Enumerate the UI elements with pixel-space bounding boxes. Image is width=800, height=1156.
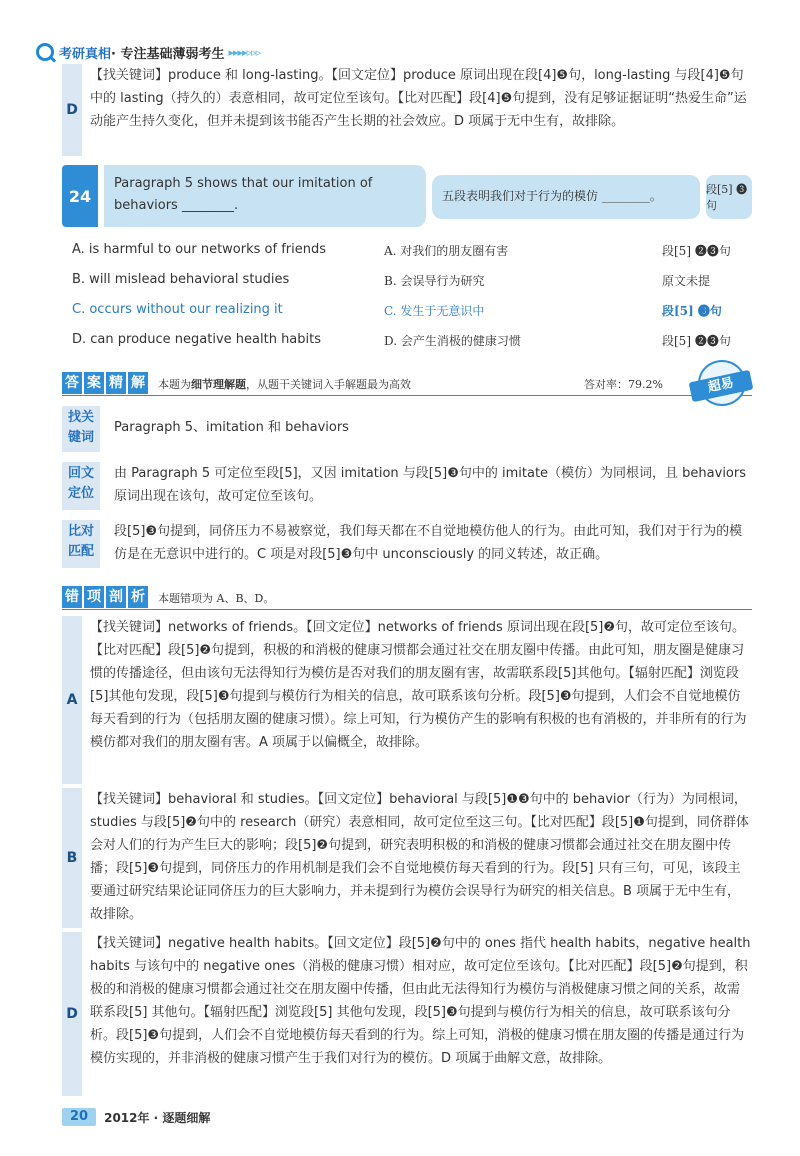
option-letter: D bbox=[62, 64, 82, 156]
correct-rate: 答对率：79.2% bbox=[584, 378, 663, 391]
step-text: 由 Paragraph 5 可定位至段[5]，又因 imitation 与段[5]❸句中的 imitate（模仿）为同根词，且 behaviors 原词出现在该句，故可定位至该句。 bbox=[114, 466, 746, 504]
wrong-option-b bbox=[62, 788, 752, 928]
choice-location: 段[5] ❷❸句 bbox=[662, 334, 731, 348]
title-char: 案 bbox=[84, 372, 104, 394]
page-header bbox=[36, 42, 260, 62]
difficulty-badge bbox=[690, 360, 752, 408]
option-letter: B bbox=[62, 788, 82, 928]
title-char: 项 bbox=[84, 586, 104, 608]
question-stem-en: Paragraph 5 shows that our imitation of behaviors ________. bbox=[104, 165, 426, 227]
question-location: 段[5] ❸句 bbox=[706, 175, 752, 219]
step-keywords bbox=[62, 406, 752, 452]
header-tagline: · 专注基础薄弱考生 bbox=[111, 46, 225, 62]
question-number: 24 bbox=[62, 165, 98, 227]
wrong-option-a bbox=[62, 616, 752, 784]
wrong-section-note: 本题错项为 A、B、D。 bbox=[158, 592, 275, 605]
choice-en: D. can produce negative health habits bbox=[72, 332, 322, 347]
choice-zh: A. 对我们的朋友圈有害 bbox=[384, 244, 509, 258]
choice-en: C. occurs without our realizing it bbox=[72, 302, 283, 317]
choice-en: A. is harmful to our networks of friends bbox=[72, 242, 327, 257]
title-char: 精 bbox=[106, 372, 126, 394]
question-stem-zh: 五段表明我们对于行为的模仿 ________。 bbox=[432, 175, 700, 219]
choice-c-correct bbox=[72, 300, 752, 322]
question-box bbox=[62, 165, 752, 227]
choice-d bbox=[72, 330, 752, 352]
footer-title: 2012年 · 逐题细解 bbox=[104, 1110, 211, 1125]
choice-a bbox=[72, 240, 752, 262]
title-char: 错 bbox=[62, 586, 82, 608]
badge-label: 超易 bbox=[689, 370, 754, 402]
choice-location: 段[5] ❸句 bbox=[662, 304, 722, 318]
answer-section-bar bbox=[62, 372, 752, 396]
title-char: 解 bbox=[128, 372, 148, 394]
choice-zh: D. 会产生消极的健康习惯 bbox=[384, 334, 521, 348]
title-char: 剖 bbox=[106, 586, 126, 608]
title-char: 析 bbox=[128, 586, 148, 608]
option-analysis-text: 【找关键词】produce 和 long-lasting。【回文定位】produce 原词出现在段[4]❺句，long-lasting 与段[4]❺句中的 lasting（持久的）表意相同，故可定位至该句。【比对匹配】段[4]❺句提到，没有足够证据证明“热爱生命”运动能产生持久变化，但并未提到该书能否产生长期的社会效应。D 项属于无中生有，故排除。 bbox=[90, 68, 747, 129]
option-letter: A bbox=[62, 616, 82, 784]
choice-en: B. will mislead behavioral studies bbox=[72, 272, 290, 287]
option-analysis-text: 【找关键词】networks of friends。【回文定位】networks of friends 原词出现在段[5]❷句，故可定位至该句。【比对匹配】段[5]❷句提到，积极的和消极的健康习惯都会通过社交在朋友圈中传播。由此可知，朋友圈是健康习惯的传播途径，但由该句无法得知行为模仿是否对我们的朋友圈有害，故需联系段[5]其他句。【辐射匹配】浏览段[5]其他句发现，段[5]❸句提到与模仿行为相关的信息，故可联系该句分析。段[5]❸句提到，人们会不自觉地模仿每天看到的行为（包括朋友圈的健康习惯）。综上可知，行为模仿产生的影响有积极的也有消极的，并非所有的行为模仿都对我们的朋友圈有害。A 项属于以偏概全，故排除。 bbox=[90, 620, 747, 750]
answer-section-note: 本题为细节理解题，从题干关键词入手解题最为高效 bbox=[158, 378, 411, 391]
choice-zh: C. 发生于无意识中 bbox=[384, 304, 485, 318]
prev-option-d bbox=[62, 64, 752, 156]
choice-location: 段[5] ❷❸句 bbox=[662, 244, 731, 258]
choice-location: 原文未提 bbox=[662, 274, 711, 288]
brand-name: 考研真相 bbox=[59, 46, 112, 62]
step-label: 比对匹配 bbox=[62, 520, 100, 568]
step-locate bbox=[62, 462, 752, 510]
header-arrows-icon: ▸▸▸▸▹▹▹ bbox=[228, 45, 261, 59]
step-text: Paragraph 5、imitation 和 behaviors bbox=[114, 420, 349, 435]
step-match bbox=[62, 520, 752, 568]
step-text: 段[5]❸句提到，同侪压力不易被察觉，我们每天都在不自觉地模仿他人的行为。由此可知，我们对于行为的模仿是在无意识中进行的。C 项是对段[5]❸句中 unconsciously 的同义转述，故正确。 bbox=[114, 524, 743, 562]
page-footer bbox=[62, 1108, 210, 1126]
title-char: 答 bbox=[62, 372, 82, 394]
wrong-section-bar bbox=[62, 586, 752, 610]
option-analysis-text: 【找关键词】behavioral 和 studies。【回文定位】behavioral 与段[5]❶❸句中的 behavior（行为）为同根词，studies 与段[5]❷句中的 research（研究）表意相同，故可定位至这三句。【比对匹配】段[5]❶句提到，同侪群体会对人们的行为产生巨大的影响；段[5]❷句提到，研究表明积极的和消极的健康习惯都会通过社交在朋友圈中传播；段[5]❸句提到，同侪压力的作用机制是我们会不自觉地模仿每天看到的行为。段[5] 只有三句，可见，该段主要通过研究结果论证同侪压力的巨大影响力，并未提到行为模仿会误导行为研究的相关信息。B 项属于无中生有，故排除。 bbox=[90, 792, 749, 922]
option-analysis-text: 【找关键词】negative health habits。【回文定位】段[5]❷句中的 ones 指代 health habits，negative health habits 与该句中的 negative ones（消极的健康习惯）相对应，故可定位至该句。【比对匹配】段[5]❷句提到，积极的和消极的健康习惯都会通过社交在朋友圈中传播，但由此无法得知行为模仿与消极健康习惯之间的关系，故需联系段[5] 其他句。【辐射匹配】浏览段[5] 其他句发现，段[5]❸句提到与模仿行为相关的信息，故可联系该句分析。段[5]❸句提到，人们会不自觉地模仿每天看到的行为。综上可知，消极的健康习惯在朋友圈的传播是通过行为模仿实现的，并非消极的健康习惯产生于我们对行为的模仿。D 项属于曲解文意，故排除。 bbox=[90, 936, 751, 1066]
choice-b bbox=[72, 270, 752, 292]
page-number: 20 bbox=[62, 1108, 96, 1126]
wrong-option-d bbox=[62, 932, 752, 1096]
option-letter: D bbox=[62, 932, 82, 1096]
wrong-section-title bbox=[62, 586, 150, 608]
magnifier-logo-icon bbox=[36, 43, 54, 61]
answer-section-title bbox=[62, 372, 150, 394]
choice-zh: B. 会误导行为研究 bbox=[384, 274, 485, 288]
step-label: 回文定位 bbox=[62, 462, 100, 510]
step-label: 找关键词 bbox=[62, 406, 100, 452]
